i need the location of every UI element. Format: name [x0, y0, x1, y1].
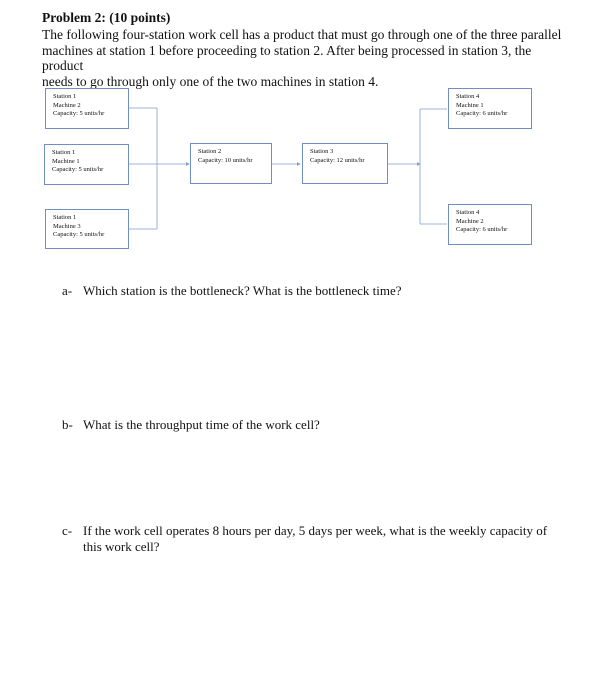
question-c-text: If the work cell operates 8 hours per day, 5 days per week, what is the weekly capacity of this work cell? [83, 523, 548, 554]
statement-line-1: The following four-station work cell has a product that must go through one of the three parallel [42, 27, 562, 42]
box-station: Station 3 [310, 148, 334, 155]
station1-machine3-box [45, 209, 129, 249]
box-capacity: Capacity: 5 units/hr [53, 110, 105, 118]
question-b-text: What is the throughput time of the work cell? [83, 417, 320, 432]
question-a-label: a- [62, 283, 73, 298]
box-station: Station 4 [456, 209, 480, 216]
box-station: Station 1 [53, 214, 77, 221]
question-b [62, 417, 553, 433]
question-b-label: b- [62, 417, 73, 432]
station1-machine1-box [44, 144, 129, 185]
box-station: Station 4 [456, 93, 480, 100]
box-station: Station 2 [198, 148, 222, 155]
box-capacity: Capacity: 6 units/hr [456, 226, 508, 234]
question-c-label: c- [62, 523, 73, 538]
box-capacity: Capacity: 5 units/hr [52, 166, 104, 174]
statement-line-2: machines at station 1 before proceeding to station 2. After being processed in station 3, the product [42, 42, 532, 73]
box-capacity: Capacity: 5 units/hr [53, 231, 105, 239]
problem-title: Problem 2: (10 points) [42, 10, 171, 25]
box-capacity: Capacity: 12 units/hr [310, 156, 365, 164]
station4-machine1-box [448, 88, 532, 129]
box-capacity: Capacity: 10 units/hr [198, 156, 253, 164]
station3-box [302, 143, 388, 184]
box-machine: Machine 1 [456, 101, 484, 109]
box-machine: Machine 2 [456, 217, 484, 225]
question-c [62, 523, 553, 555]
box-station: Station 1 [53, 93, 77, 100]
station2-box [190, 143, 272, 184]
box-machine: Machine 3 [53, 222, 81, 230]
question-a [62, 283, 553, 299]
station1-machine2-box [45, 88, 129, 129]
box-station: Station 1 [52, 149, 76, 156]
box-capacity: Capacity: 6 units/hr [456, 110, 508, 118]
box-machine: Machine 1 [52, 157, 80, 165]
station4-machine2-box [448, 204, 532, 245]
box-machine: Machine 2 [53, 101, 81, 109]
statement-line-3: needs to go through only one of the two machines in station 4. [42, 73, 379, 89]
question-a-text: Which station is the bottleneck? What is the bottleneck time? [83, 283, 402, 298]
